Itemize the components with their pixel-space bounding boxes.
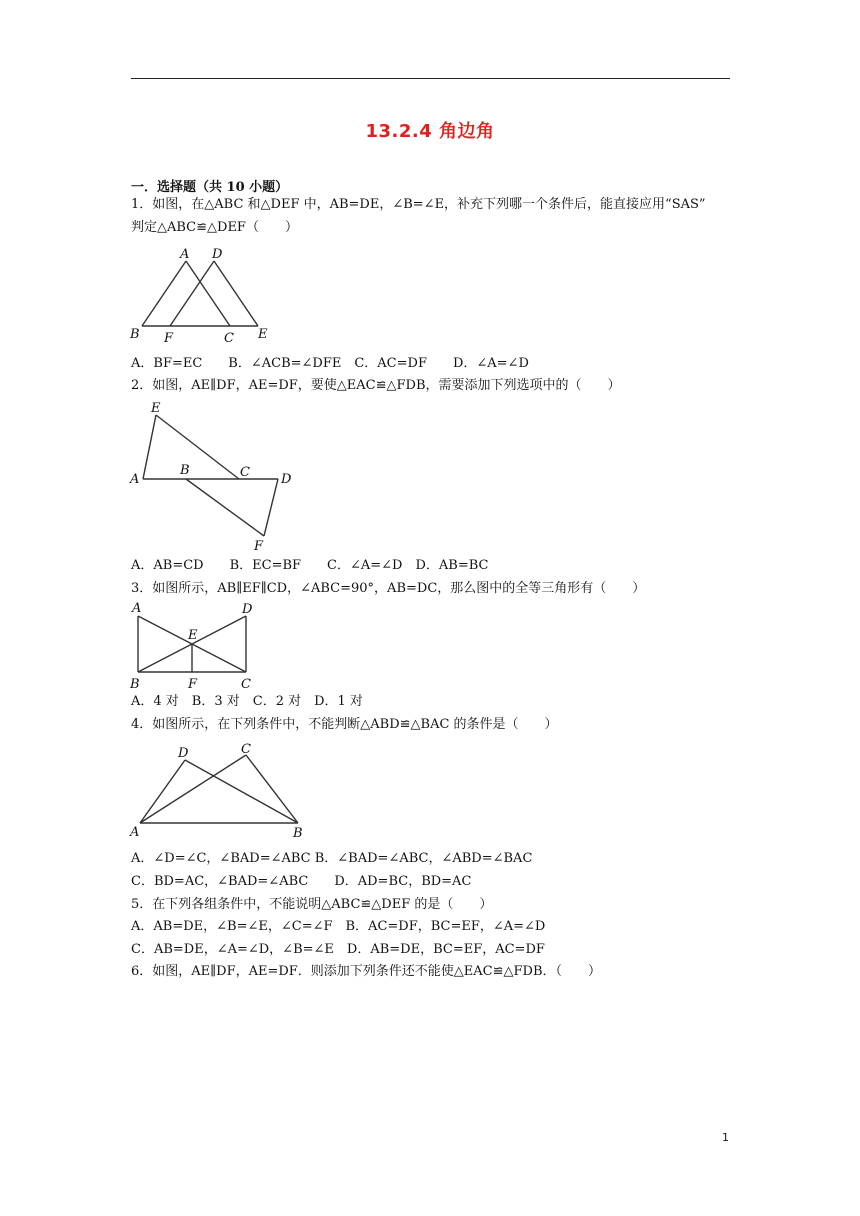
q4-label-c: C <box>241 742 251 757</box>
q5-options-line2: C．AB=DE，∠A=∠D，∠B=∠E D．AB=DE，BC=EF，AC=DF <box>131 942 545 957</box>
q1-label-c: C <box>224 331 234 346</box>
q3-label-c: C <box>241 677 251 692</box>
q2-figure <box>128 398 308 553</box>
q1-label-d: D <box>212 247 223 262</box>
q2-label-f: F <box>254 539 264 554</box>
q5-options-line1: A．AB=DE，∠B=∠E，∠C=∠F B．AC=DF，BC=EF，∠A=∠D <box>131 919 546 934</box>
q1-seg-ba <box>142 261 186 326</box>
q4-options-line2: C．BD=AC，∠BAD=∠ABC D．AD=BC，BD=AC <box>131 874 472 889</box>
q1-label-a: A <box>180 247 190 262</box>
q1-label-f: F <box>164 331 174 346</box>
q1-seg-de <box>214 261 258 326</box>
q2-stem: 2．如图，AE∥DF，AE=DF，要使△EAC≌△FDB，需要添加下列选项中的（ ） <box>131 378 621 393</box>
q4-figure <box>128 740 313 840</box>
q2-label-c: C <box>240 465 250 480</box>
q3-label-d: D <box>242 602 253 617</box>
q5-stem: 5．在下列各组条件中，不能说明△ABC≌△DEF 的是（ ） <box>131 897 493 912</box>
q3-stem: 3．如图所示，AB∥EF∥CD，∠ABC=90°，AB=DC，那么图中的全等三角形有（ ） <box>131 581 646 596</box>
q3-options: A．4 对 B．3 对 C．2 对 D．1 对 <box>131 694 363 709</box>
q2-seg-ae <box>143 415 156 479</box>
q4-seg-cb <box>246 755 298 823</box>
q4-seg-db <box>185 760 298 823</box>
q2-label-a: A <box>130 472 140 487</box>
q2-seg-fd <box>264 479 278 536</box>
q1-stem-line1: 1．如图，在△ABC 和△DEF 中，AB=DE，∠B=∠E，补充下列哪一个条件后，能直接应用“SAS” <box>131 197 706 212</box>
q1-options: A．BF=EC B．∠ACB=∠DFE C．AC=DF D．∠A=∠D <box>131 356 529 371</box>
q1-stem-line2: 判定△ABC≌△DEF（ ） <box>131 220 298 235</box>
page-title: 13.2.4 角边角 <box>365 121 495 142</box>
q3-figure <box>128 600 268 692</box>
q1-label-b: B <box>130 327 140 342</box>
q2-label-b: B <box>180 463 190 478</box>
q2-label-d: D <box>281 472 292 487</box>
q4-seg-ad <box>140 760 185 823</box>
q4-stem: 4．如图所示，在下列条件中，不能判断△ABD≌△BAC 的条件是（ ） <box>131 717 558 732</box>
q6-stem: 6．如图，AE∥DF，AE=DF．则添加下列条件还不能使△EAC≌△FDB．（ ） <box>131 964 602 979</box>
q2-seg-ec <box>156 415 239 479</box>
q2-seg-bf <box>186 479 264 536</box>
q3-label-f: F <box>188 677 198 692</box>
section-heading: 一．选择题（共 10 小题） <box>131 180 289 195</box>
q1-figure <box>128 244 278 344</box>
header-rule <box>131 78 730 79</box>
q2-label-e: E <box>151 401 161 416</box>
q3-label-a: A <box>132 601 142 616</box>
q4-label-a: A <box>130 825 140 840</box>
q4-options-line1: A．∠D=∠C，∠BAD=∠ABC B．∠BAD=∠ABC，∠ABD=∠BAC <box>131 851 533 866</box>
q3-label-b: B <box>130 677 140 692</box>
q4-label-d: D <box>178 746 189 761</box>
q1-label-e: E <box>258 327 268 342</box>
page-number: 1 <box>722 1131 729 1144</box>
q3-label-e: E <box>188 628 198 643</box>
q2-options: A．AB=CD B．EC=BF C．∠A=∠D D．AB=BC <box>131 558 489 573</box>
q4-label-b: B <box>293 826 303 841</box>
